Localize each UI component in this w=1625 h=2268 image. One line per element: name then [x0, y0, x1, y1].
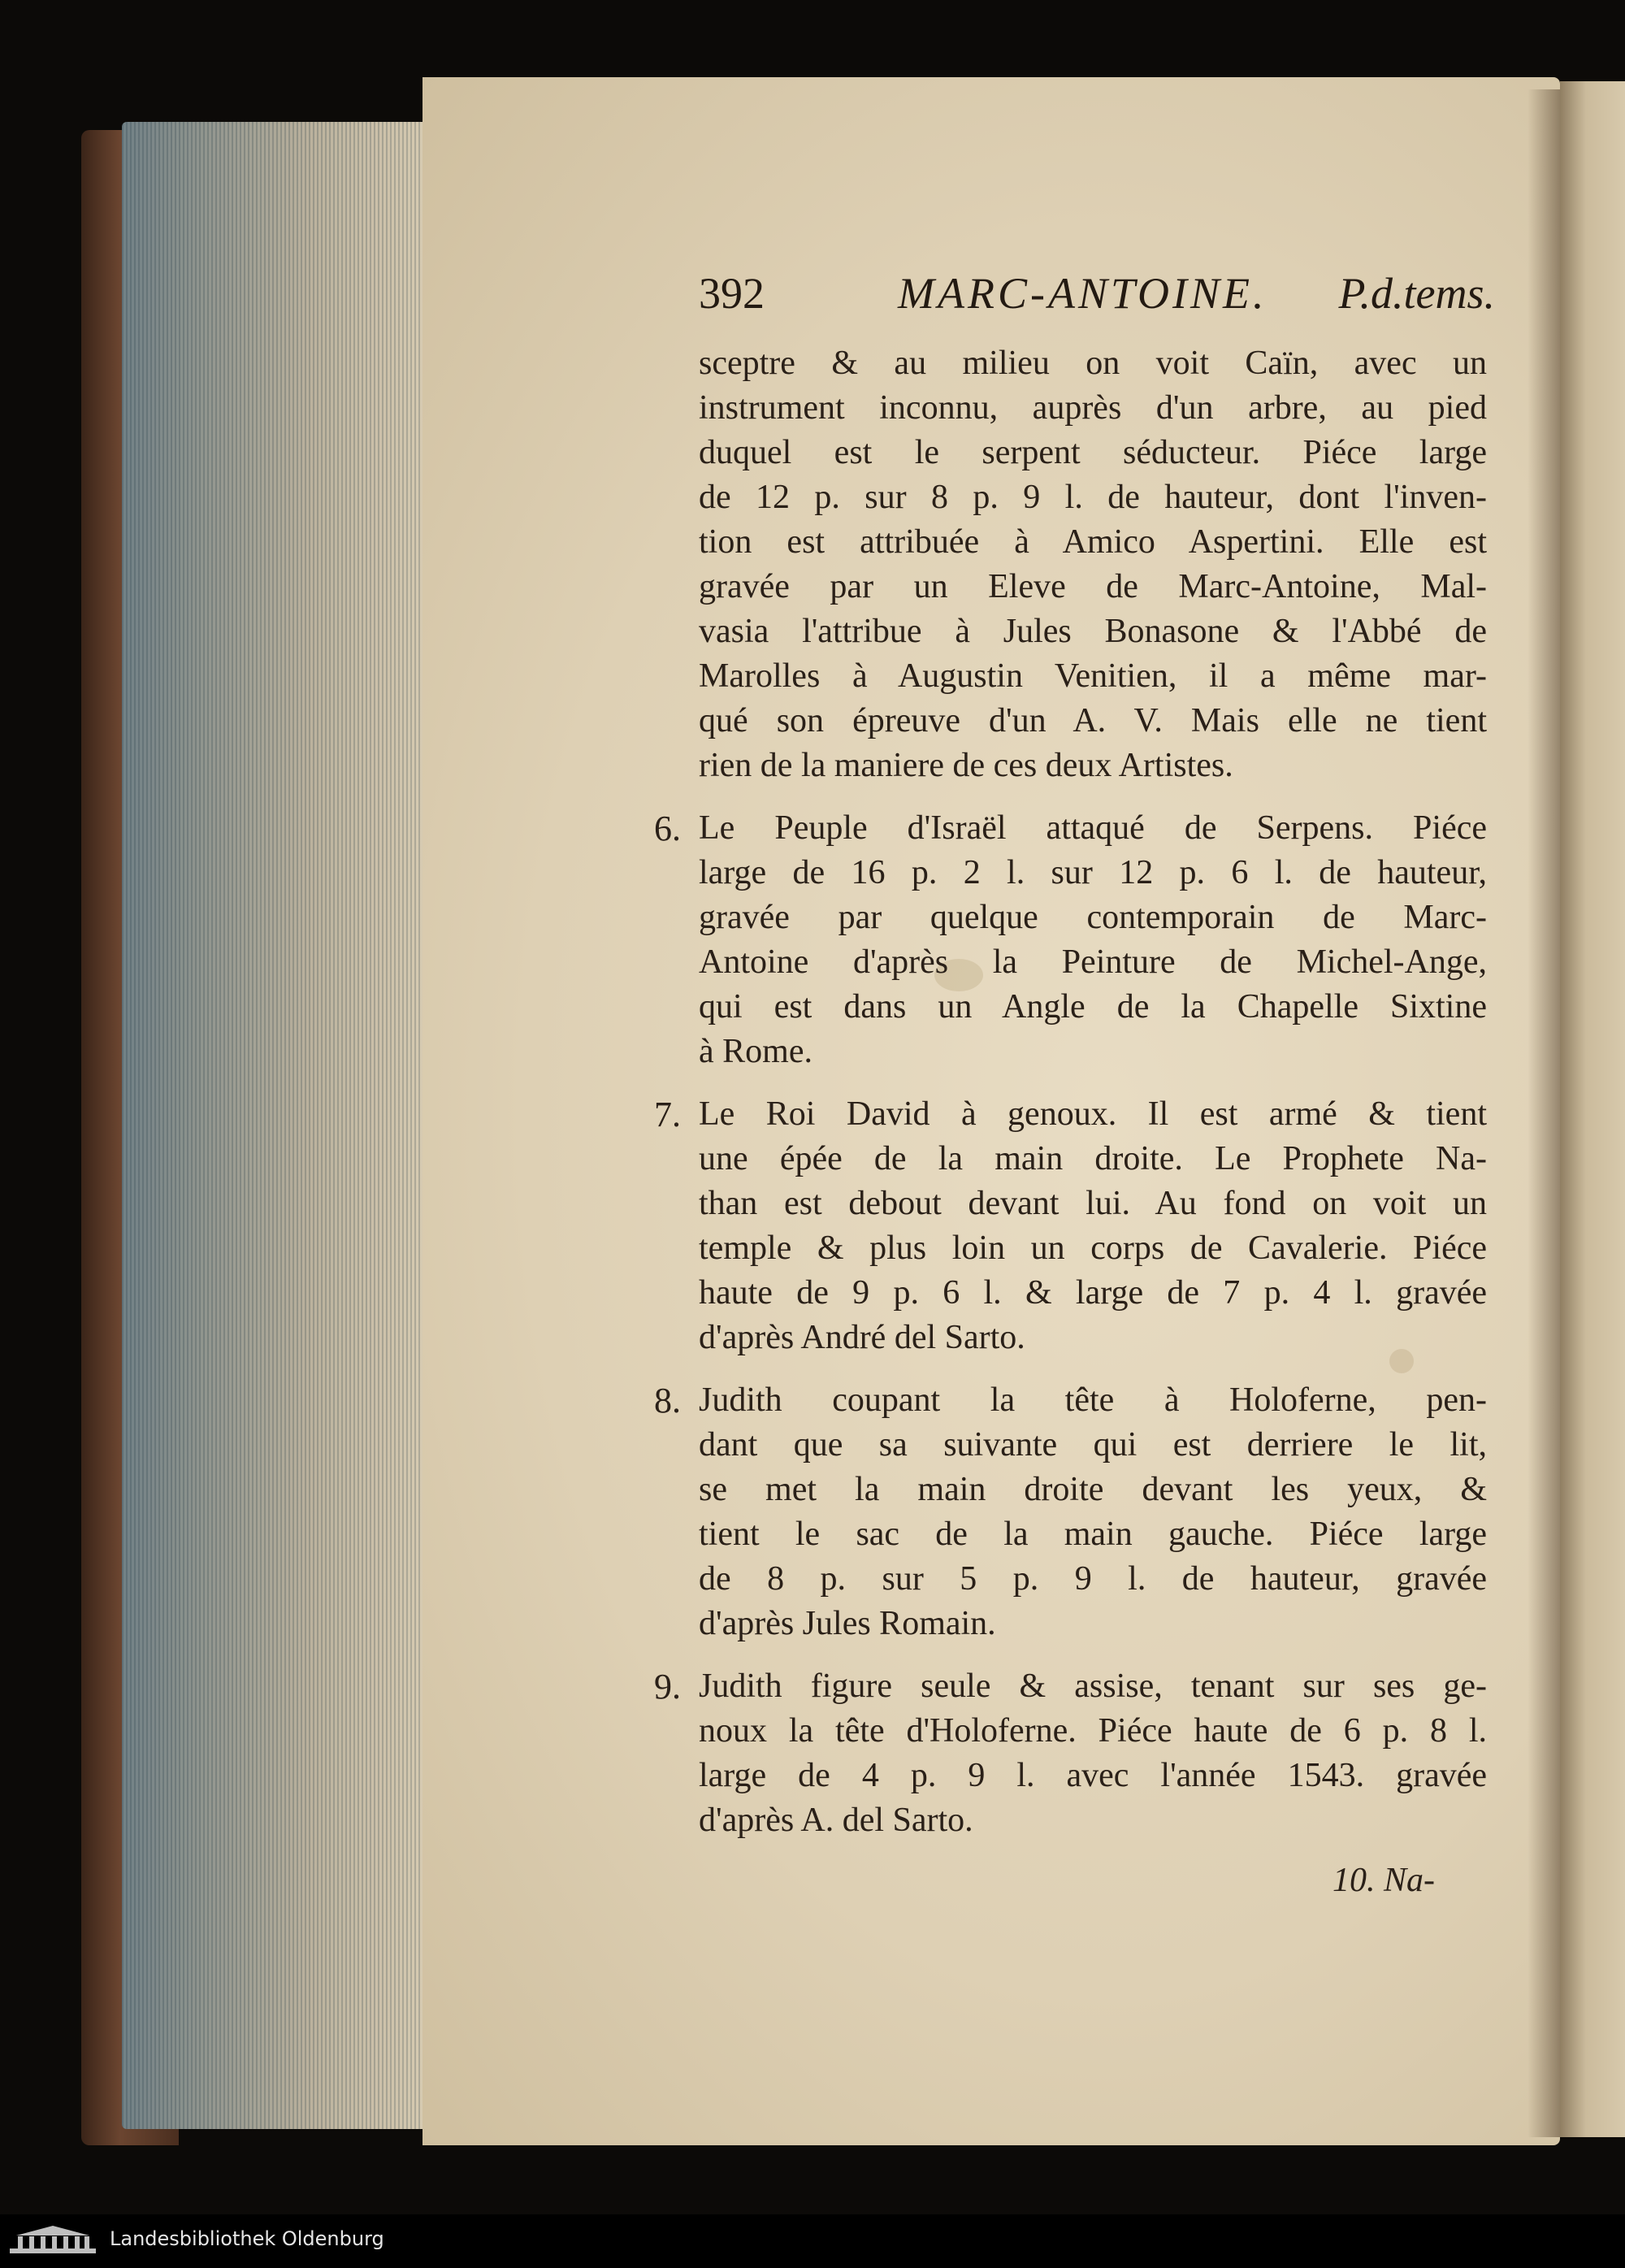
text-line: rien de la maniere de ces deux Artistes.: [699, 747, 1233, 784]
page-block-edges: [122, 122, 439, 2129]
text-line: dant que sa suivante qui est derriere le lit,: [699, 1426, 1487, 1464]
text-line: tient le sac de la main gauche. Piéce large: [699, 1516, 1487, 1553]
catalog-entry-9: [654, 1664, 1487, 1843]
text-line: large de 4 p. 9 l. avec l'année 1543. gravée: [699, 1757, 1487, 1794]
text-line: duquel est le serpent séducteur. Piéce large: [699, 434, 1487, 471]
text-line: vasia l'attribue à Jules Bonasone & l'Abbé de: [699, 613, 1487, 650]
entry-number: 8.: [654, 1381, 681, 1420]
text-line: temple & plus loin un corps de Cavalerie. Piéce: [699, 1229, 1487, 1267]
entry-number: 7.: [654, 1095, 681, 1134]
text-line: qué son épreuve d'un A. V. Mais elle ne tient: [699, 702, 1487, 739]
facing-page-edge: [1560, 81, 1625, 2137]
library-name: Landesbibliothek Oldenburg: [110, 2227, 384, 2250]
text-line: une épée de la main droite. Le Prophete Na-: [699, 1140, 1487, 1177]
text-line: gravée par quelque contemporain de Marc-: [699, 899, 1487, 936]
library-footer: [0, 2214, 1625, 2268]
intro-paragraph: [699, 341, 1487, 788]
text-line: à Rome.: [699, 1033, 812, 1070]
entry-number: 6.: [654, 809, 681, 848]
text-line: tion est attribuée à Amico Aspertini. Elle est: [699, 523, 1487, 561]
text-line: Marolles à Augustin Venitien, il a même mar-: [699, 657, 1487, 695]
page-gutter: [1528, 89, 1560, 2137]
text-line: sceptre & au milieu on voit Caïn, avec un: [699, 345, 1487, 382]
catalog-entry-6: [654, 806, 1487, 1074]
running-title: MARC-ANTOINE.: [898, 269, 1268, 318]
catalog-entry-7: [654, 1092, 1487, 1360]
text-line: d'après André del Sarto.: [699, 1319, 1025, 1356]
text-line: de 12 p. sur 8 p. 9 l. de hauteur, dont l'inven-: [699, 479, 1487, 516]
text-line: Antoine d'après la Peinture de Michel-Ange,: [699, 943, 1487, 981]
section-label: P.d.tems.: [1338, 269, 1495, 318]
text-line: de 8 p. sur 5 p. 9 l. de hauteur, gravée: [699, 1560, 1487, 1598]
entry-number: 9.: [654, 1667, 681, 1706]
page-text: [654, 341, 1487, 1843]
text-line: d'après A. del Sarto.: [699, 1802, 973, 1839]
text-line: gravée par un Eleve de Marc-Antoine, Mal-: [699, 568, 1487, 605]
text-line: d'après Jules Romain.: [699, 1605, 996, 1642]
catalog-entry-8: [654, 1378, 1487, 1646]
text-line: Judith figure seule & assise, tenant sur ses ge-: [699, 1667, 1487, 1705]
running-header: [699, 268, 1495, 333]
text-line: qui est dans un Angle de la Chapelle Sixtine: [699, 988, 1487, 1026]
text-line: Le Roi David à genoux. Il est armé & tient: [699, 1095, 1487, 1133]
text-line: se met la main droite devant les yeux, &: [699, 1471, 1487, 1508]
text-line: Le Peuple d'Israël attaqué de Serpens. Piéce: [699, 809, 1487, 847]
text-line: large de 16 p. 2 l. sur 12 p. 6 l. de hauteur,: [699, 854, 1487, 891]
catchword: 10. Na-: [1332, 1862, 1435, 1899]
text-line: Judith coupant la tête à Holoferne, pen-: [699, 1381, 1487, 1419]
text-line: than est debout devant lui. Au fond on voit un: [699, 1185, 1487, 1222]
text-line: instrument inconnu, auprès d'un arbre, au pied: [699, 389, 1487, 427]
page-number: 392: [699, 269, 765, 318]
text-line: haute de 9 p. 6 l. & large de 7 p. 4 l. gravée: [699, 1274, 1487, 1312]
text-line: noux la tête d'Holoferne. Piéce haute de 6 p. 8 l.: [699, 1712, 1487, 1750]
library-building-icon: [8, 2224, 98, 2257]
